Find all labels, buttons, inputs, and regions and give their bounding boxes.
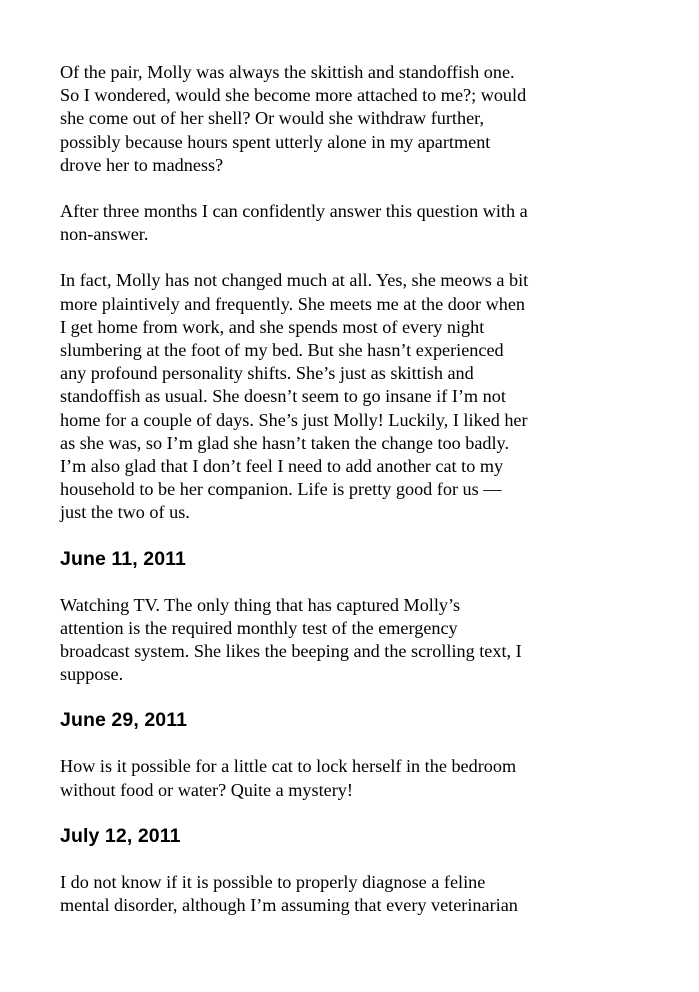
text-line: she come out of her shell? Or would she withdraw further, [60, 108, 485, 129]
text-line: possibly because hours spent utterly alone in my apartment [60, 131, 491, 152]
paragraph-intro [60, 61, 620, 177]
text-line: I get home from work, and she spends most of every night [60, 316, 485, 337]
text-line: slumbering at the foot of my bed. But she hasn’t experienced [60, 340, 504, 361]
text-line: mental disorder, although I’m assuming that every veterinarian [60, 895, 518, 916]
date-heading-july-12: July 12, 2011 [60, 824, 181, 847]
text-line: suppose. [60, 664, 124, 685]
text-line: household to be her companion. Life is pretty good for us — [60, 479, 502, 500]
document-page [60, 61, 620, 940]
text-line: just the two of us. [60, 502, 190, 523]
text-line: without food or water? Quite a mystery! [60, 779, 353, 800]
paragraph-locked-bedroom [60, 755, 620, 801]
text-line: home for a couple of days. She’s just Molly! Luckily, I liked her [60, 409, 528, 430]
text-line: Watching TV. The only thing that has captured Molly’s [60, 594, 461, 615]
paragraph-watching-tv [60, 594, 620, 687]
paragraph-feline-disorder [60, 871, 620, 917]
text-line: as she was, so I’m glad she hasn’t taken the change too badly. [60, 432, 510, 453]
date-heading-june-29: June 29, 2011 [60, 709, 188, 732]
text-line: I’m also glad that I don’t feel I need to add another cat to my [60, 456, 504, 477]
text-line: drove her to madness? [60, 154, 224, 175]
text-line: After three months I can confidently answer this question with a [60, 201, 528, 222]
text-line: Of the pair, Molly was always the skittish and standoffish one. [60, 62, 515, 82]
text-line: How is it possible for a little cat to lock herself in the bedroom [60, 756, 517, 777]
text-line: more plaintively and frequently. She meets me at the door when [60, 293, 525, 314]
text-line: non-answer. [60, 224, 149, 245]
paragraph-molly-unchanged [60, 269, 620, 524]
text-line: attention is the required monthly test of the emergency [60, 617, 458, 638]
text-line: any profound personality shifts. She’s just as skittish and [60, 363, 474, 384]
date-heading-june-11: June 11, 2011 [60, 547, 186, 570]
text-line: broadcast system. She likes the beeping and the scrolling text, I [60, 641, 522, 662]
text-line: standoffish as usual. She doesn’t seem to go insane if I’m not [60, 386, 506, 407]
text-line: In fact, Molly has not changed much at all. Yes, she meows a bit [60, 270, 529, 291]
paragraph-answer [60, 200, 620, 246]
text-line: So I wondered, would she become more attached to me?; would [60, 85, 527, 106]
text-line: I do not know if it is possible to properly diagnose a feline [60, 871, 486, 892]
